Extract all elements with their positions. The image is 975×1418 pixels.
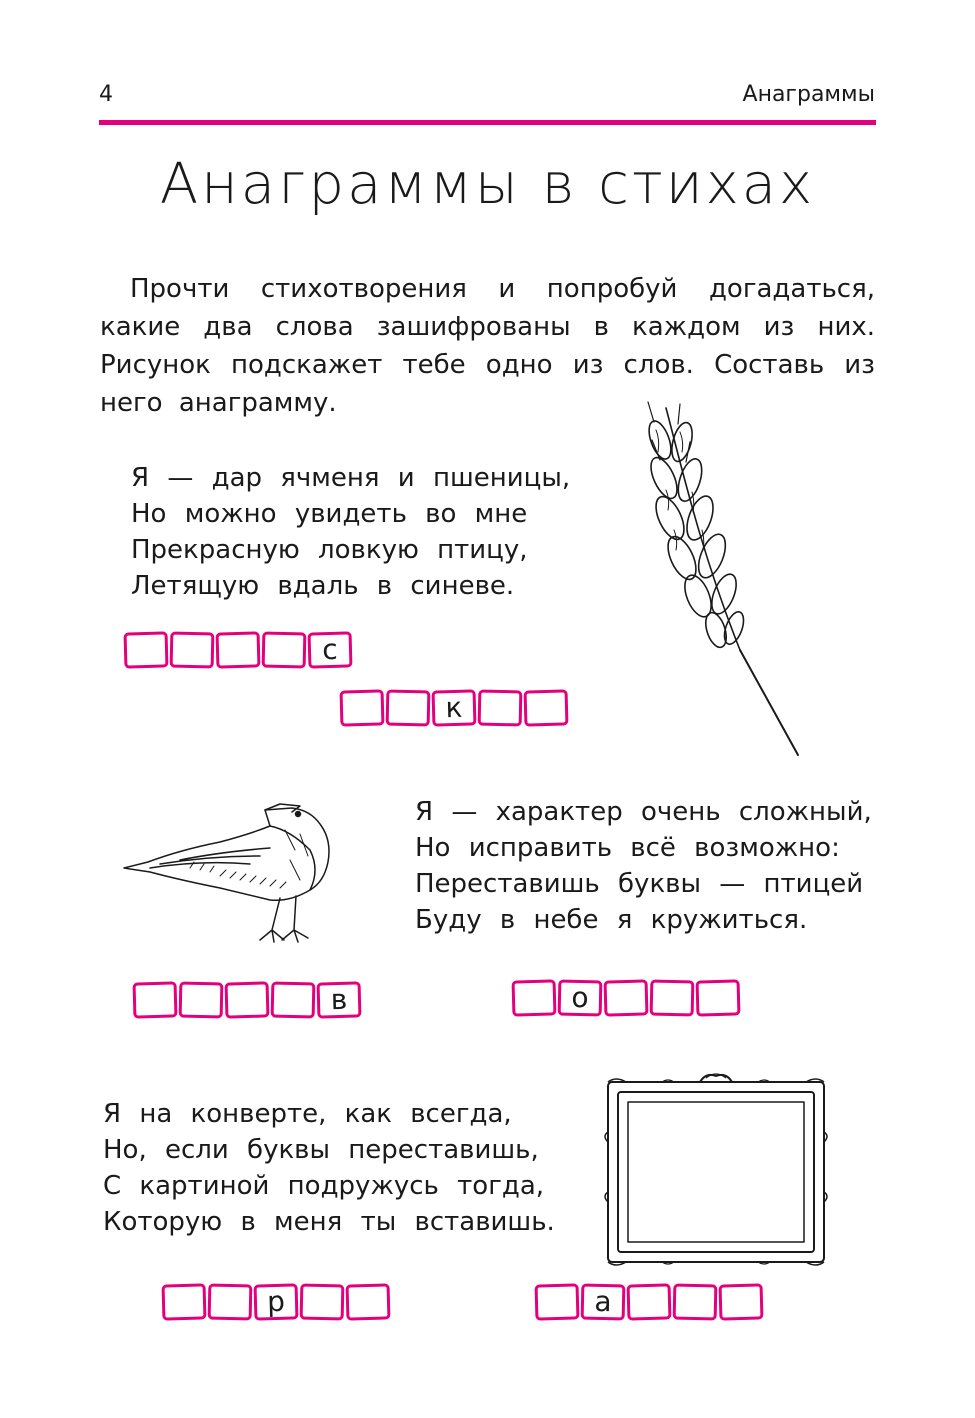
poem-line: Летящую вдаль в синеве. bbox=[131, 571, 515, 601]
letter-box[interactable] bbox=[340, 689, 385, 726]
raven-illustration bbox=[120, 790, 340, 950]
letter-box[interactable] bbox=[262, 632, 307, 669]
letter-box[interactable] bbox=[133, 981, 178, 1018]
poem-1 bbox=[131, 460, 570, 604]
letter-box[interactable]: в bbox=[317, 981, 362, 1018]
answer-word-2a bbox=[133, 982, 361, 1018]
answer-word-3a bbox=[162, 1284, 390, 1320]
poem-line: Но исправить всё возможно: bbox=[415, 833, 840, 863]
poem-2 bbox=[415, 794, 872, 938]
letter-box[interactable] bbox=[627, 1283, 672, 1320]
letter-box[interactable]: к bbox=[432, 689, 477, 726]
intro-paragraph: Прочти стихотворения и попробуй догадаться, какие два слова зашифрованы в каждом из них. Рисунок подскажет тебе одно из слов. Составь из него анаграмму. bbox=[100, 274, 875, 418]
poem-line: Которую в меня ты вставишь. bbox=[103, 1207, 555, 1237]
letter-box[interactable] bbox=[271, 982, 316, 1019]
answer-word-2b bbox=[512, 980, 740, 1016]
letter-box[interactable] bbox=[673, 1284, 718, 1321]
letter-box[interactable] bbox=[478, 690, 523, 727]
letter-box[interactable] bbox=[650, 980, 695, 1017]
header-rule bbox=[99, 120, 876, 125]
letter-box[interactable]: р bbox=[254, 1283, 299, 1320]
poem-line: С картиной подружусь тогда, bbox=[103, 1171, 545, 1201]
letter-box[interactable] bbox=[208, 1284, 253, 1321]
letter-box[interactable] bbox=[535, 1283, 580, 1320]
answer-word-1a bbox=[124, 632, 352, 668]
poem-line: Прекрасную ловкую птицу, bbox=[131, 535, 528, 565]
letter-box[interactable]: с bbox=[308, 631, 353, 668]
letter-box[interactable]: а bbox=[581, 1284, 626, 1321]
letter-box[interactable] bbox=[162, 1283, 207, 1320]
letter-box[interactable] bbox=[346, 1283, 391, 1320]
poem-line: Я на конверте, как всегда, bbox=[103, 1099, 512, 1129]
picture-frame-illustration bbox=[602, 1072, 832, 1270]
poem-line: Буду в небе я кружиться. bbox=[415, 905, 808, 935]
answer-word-3b bbox=[535, 1284, 763, 1320]
letter-box[interactable] bbox=[386, 690, 431, 727]
letter-box[interactable] bbox=[124, 631, 169, 668]
letter-box[interactable] bbox=[696, 979, 741, 1016]
letter-box[interactable] bbox=[170, 632, 215, 669]
letter-box[interactable] bbox=[179, 982, 224, 1019]
poem-3 bbox=[103, 1096, 555, 1240]
page-title: Анаграммы в стихах bbox=[159, 152, 816, 217]
letter-box[interactable] bbox=[225, 981, 270, 1018]
letter-box[interactable] bbox=[524, 689, 569, 726]
poem-line: Я — характер очень сложный, bbox=[415, 797, 872, 827]
letter-box[interactable] bbox=[216, 631, 261, 668]
letter-box[interactable] bbox=[300, 1284, 345, 1321]
running-head: Анаграммы bbox=[742, 82, 875, 107]
answer-word-1b bbox=[340, 690, 568, 726]
poem-line: Но можно увидеть во мне bbox=[131, 499, 528, 529]
letter-box[interactable] bbox=[604, 979, 649, 1016]
poem-line: Переставишь буквы — птицей bbox=[415, 869, 864, 899]
letter-box[interactable] bbox=[719, 1283, 764, 1320]
letter-box[interactable]: о bbox=[558, 980, 603, 1017]
poem-line: Но, если буквы переставишь, bbox=[103, 1135, 539, 1165]
page-number: 4 bbox=[99, 82, 113, 107]
poem-line: Я — дар ячменя и пшеницы, bbox=[131, 463, 571, 493]
wheat-ear-illustration bbox=[620, 400, 810, 760]
letter-box[interactable] bbox=[512, 979, 557, 1016]
